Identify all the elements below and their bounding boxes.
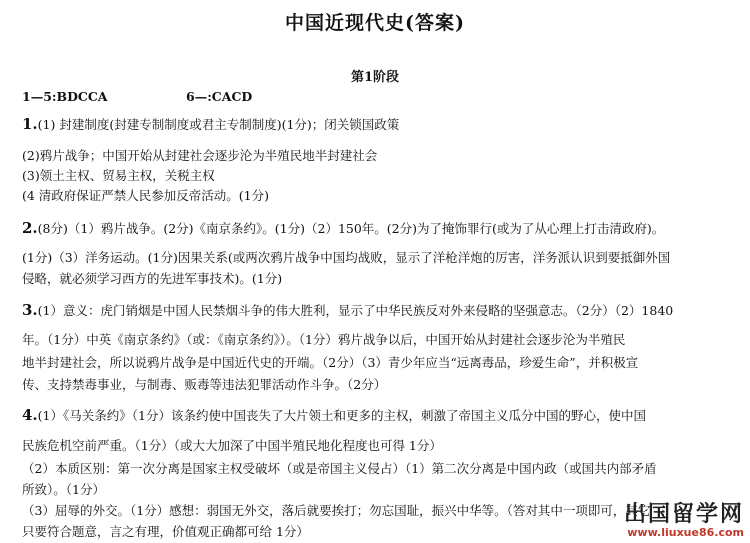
line-text: （2）本质区别：第一次分离是国家主权受破坏（或是帝国主义侵占）（1）第二次分离是中国内政（或国共内部矛盾 [22,461,657,476]
stage-heading: 第1阶段 [350,70,400,85]
line-text: (2)鸦片战争；中国开始从封建社会逐步沦为半殖民地半封建社会 [22,148,378,163]
line-text: (4 清政府保证严禁人民参加反帝活动。(1分) [22,188,270,203]
answer-line [22,250,670,266]
answer-line [22,482,105,498]
answer-line [22,461,657,477]
answer-line [22,503,650,519]
answer-line [22,116,399,133]
watermark-text: 出国留学网 [623,502,744,527]
line-text: 传、支持禁毒事业，与制毒、贩毒等违法犯罪活动作斗争。（2分） [22,377,387,392]
line-text: (1) 封建制度(封建专制制度或君主专制制度)(1分)；闭关锁国政策 [37,117,400,132]
answer-line [22,302,673,319]
line-text: 所致）。（1分） [22,482,105,497]
choice-answers-6-9: 6—:CACD [186,89,253,104]
line-text: 侵略，就必须学习西方的先进军事技术)。(1分) [22,271,283,286]
line-text: (1分)（3）洋务运动。(1分)因果关系(或两次鸦片战争中国均战败，显示了洋枪洋炮的厉害，洋务派认识到要抵御外国 [22,250,671,265]
line-text: (1）《马关条约》（1分）该条约使中国丧失了大片领土和更多的主权，刺激了帝国主义瓜分中国的野心，使中国 [37,408,646,423]
line-text: 民族危机空前严重。（1分）（或大大加深了中国半殖民地化程度也可得 1分） [22,438,442,453]
line-text: (8分)（1）鸦片战争。(2分)《南京条约》。(1分)（2）150年。(2分)为了掩饰罪行(或为了从心理上打击清政府)。 [37,221,665,236]
line-text: （3）屈辱的外交。（1分）感想：弱国无外交，落后就要挨打；勿忘国耻，振兴中华等。（答对其中一项即可，其它 [22,503,651,518]
watermark-logo [624,497,744,539]
answer-line [22,332,625,348]
page-title: 中国近现代史(答案) [285,12,465,34]
line-text: 地半封建社会，所以说鸦片战争是中国近代史的开端。（2分）（3）青少年应当“远离毒品，珍爱生命”，并积极宣 [22,355,639,370]
answer-line [22,168,215,184]
answer-line [22,355,638,371]
question-number: 1. [22,115,38,133]
choice-answers-1-5: 1—5:BDCCA [22,89,108,104]
answer-line [22,407,646,424]
line-text: 年。（1分）中英《南京条约》（或：《南京条约》）。（1分）鸦片战争以后，中国开始从封建社会逐步沦为半殖民 [22,332,626,347]
question-number: 3. [22,301,38,319]
line-text: 只要符合题意，言之有理，价值观正确都可给 1分） [22,524,309,539]
question-number: 4. [22,406,38,424]
answer-line [22,271,282,287]
answer-line [22,377,386,393]
line-text: (3)领土主权、贸易主权，关税主权 [22,168,215,183]
answer-line [22,188,269,204]
answer-line [22,148,377,164]
question-number: 2. [22,219,38,237]
answer-line [22,220,664,237]
line-text: (1）意义：虎门销烟是中国人民禁烟斗争的伟大胜利，显示了中华民族反对外来侵略的坚强意志。（2分）（2）1840 [37,303,674,318]
answer-line [22,524,309,540]
watermark-url: www.liuxue86.com [627,526,744,539]
answer-line [22,438,442,454]
